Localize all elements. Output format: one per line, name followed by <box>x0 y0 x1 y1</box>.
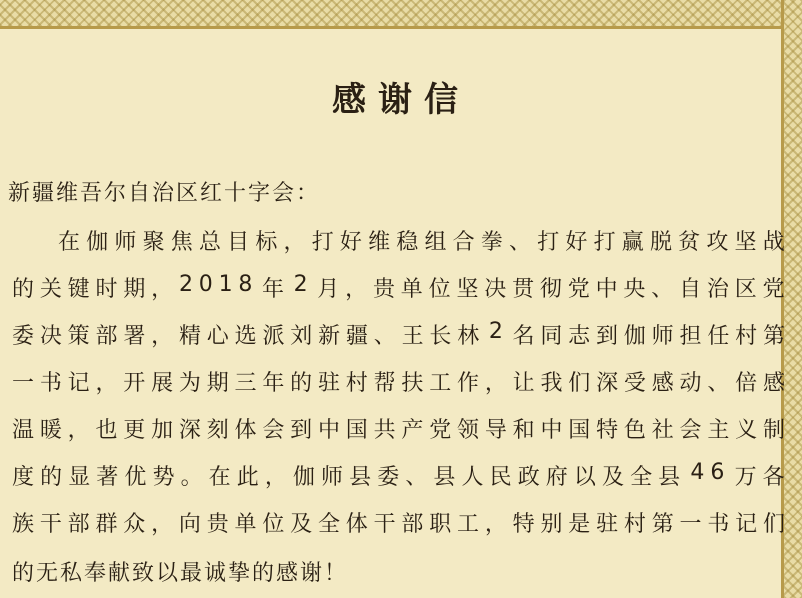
letter-title: 感谢信 <box>332 80 470 120</box>
body-line-6: 度 的 显 著 优 势 。 在 此 ， 伽 师 县 委 、 县 人 民 政 府 以 及 全 县 4 6 万 各 <box>12 460 787 490</box>
body-line-8: 的无私奉献致以最诚挚的感谢！ <box>12 561 349 586</box>
body-line-3: 委 决 策 部 署 ， 精 心 选 派 刘 新 疆 、 王 长 林 2 名 同 志 到 伽 师 担 任 村 第 <box>12 319 787 349</box>
body-line-4: 一 书 记 ， 开 展 为 期 三 年 的 驻 村 帮 扶 工 作 ， 让 我 们 深 受 感 动 、 倍 感 <box>12 371 787 396</box>
body-line-7: 族 干 部 群 众 ， 向 贵 单 位 及 全 体 干 部 职 工 ， 特 别 是 驻 村 第 一 书 记 们 <box>12 512 787 537</box>
decorative-border-top <box>0 0 802 26</box>
body-line-1: 在 伽 师 聚 焦 总 目 标 ， 打 好 维 稳 组 合 拳 、 打 好 打 赢 脱 贫 攻 坚 战 <box>58 230 787 255</box>
body-line-5: 温 暖 ， 也 更 加 深 刻 体 会 到 中 国 共 产 党 领 导 和 中 国 特 色 社 会 主 义 制 <box>12 418 787 443</box>
letter-greeting: 新疆维吾尔自治区红十字会： <box>8 181 321 206</box>
border-line-top <box>0 26 802 29</box>
body-line-2: 的 关 键 时 期 ， 2 0 1 8 年 2 月 ， 贵 单 位 坚 决 贯 彻 党 中 央 、 自 治 区 党 <box>12 272 787 302</box>
